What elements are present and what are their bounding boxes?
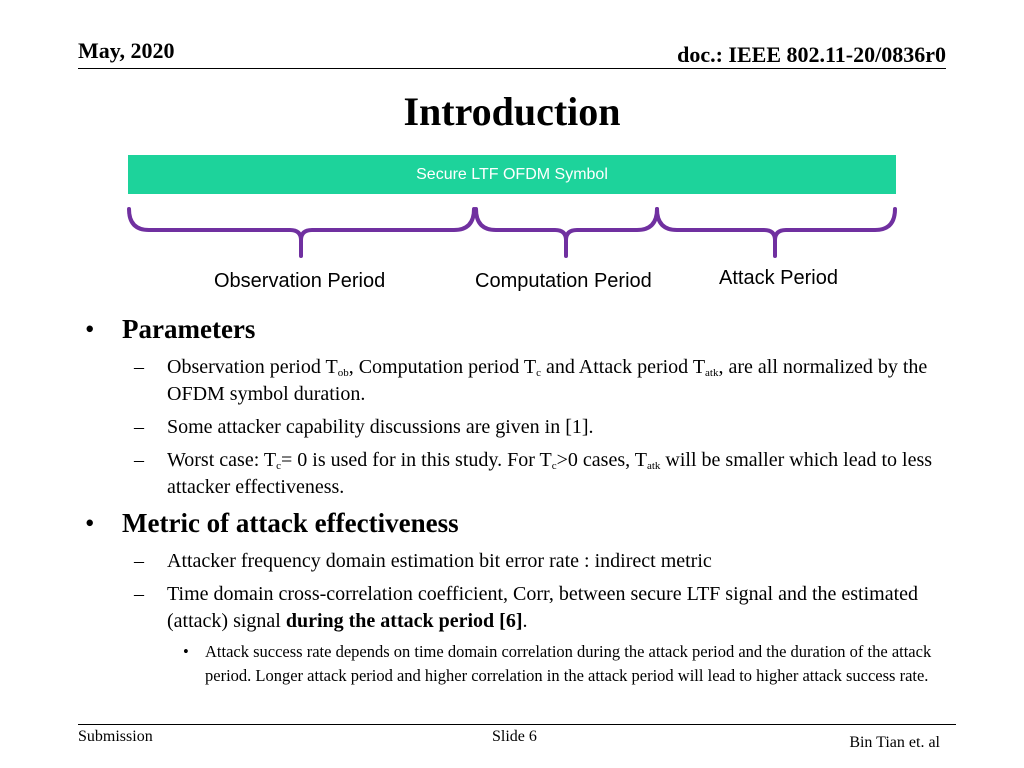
parameters-heading: • Parameters (85, 314, 256, 344)
computation-period-label: Computation Period (475, 270, 652, 292)
observation-brace (129, 209, 474, 256)
slide-title: Introduction (403, 89, 621, 134)
footer-divider (78, 724, 956, 725)
attack-period-label: Attack Period (719, 267, 838, 289)
header-doc-number: doc.: IEEE 802.11-20/0836r0 (677, 42, 946, 67)
attack-brace (657, 209, 895, 256)
header-date: May, 2020 (78, 38, 175, 63)
metric-subitem: • Attack success rate depends on time domain correlation during the attack period and the duration of the attack period. Longer attack period and higher correlation in the attack period will lead to higher attack success rate. (183, 642, 932, 685)
footer-author: Bin Tian et. al (849, 734, 940, 751)
dash-marker: – (134, 583, 144, 605)
ofdm-symbol-bar: Secure LTF OFDM Symbol (128, 155, 896, 194)
metric-item-2: – Time domain cross-correlation coefficient, Corr, between secure LTF signal and the estimated (attack) signal during the attack period [6]. (134, 583, 919, 632)
bullet-dot: • (85, 314, 95, 344)
footer-slide-number: Slide 6 (492, 728, 537, 745)
parameters-item-3: – Worst case: $T_c= 0$ is used for in this study. For $T_c>0$ cases, $T_{atk}$ will be smaller which lead to less attacker effectiveness. (134, 449, 933, 498)
computation-brace (476, 209, 657, 256)
dash-marker: – (134, 416, 144, 438)
parameters-item-2: – Some attacker capability discussions are given in [1]. (167, 414, 957, 441)
dash-marker: – (134, 356, 144, 378)
dash-marker: – (134, 449, 144, 471)
metric-heading: • Metric of attack effectiveness (85, 508, 459, 538)
period-braces (0, 0, 1024, 300)
metric-item-1: – Attacker frequency domain estimation bit error rate : indirect metric (167, 548, 957, 575)
parameters-item-1: – Observation period $T_{ob}$, Computation period $T_c$ and Attack period $T_{atk}$, are all normalized by the OFDM symbol duration. (134, 356, 928, 405)
dash-marker: – (134, 550, 144, 572)
bullet-dot: • (183, 642, 189, 661)
observation-period-label: Observation Period (214, 270, 386, 292)
bullet-dot: • (85, 508, 95, 538)
footer-submission: Submission (78, 728, 153, 745)
